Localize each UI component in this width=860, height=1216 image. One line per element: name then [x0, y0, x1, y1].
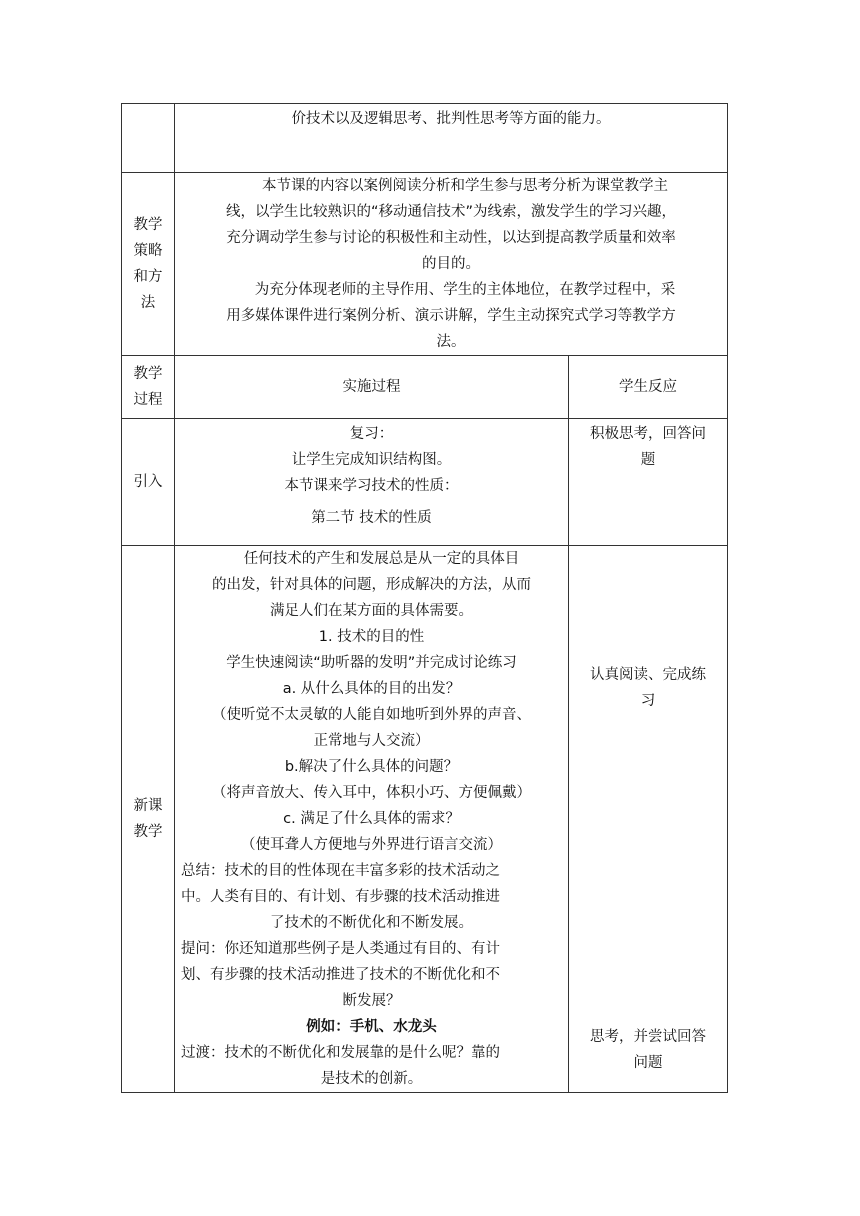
- text-line: 为充分体现老师的主导作用、学生的主体地位，在教学过程中，采: [254, 282, 676, 298]
- text-line: 法。: [436, 334, 466, 350]
- label-line: 过程: [133, 392, 163, 408]
- text-line: 认真阅读、完成练: [590, 667, 706, 683]
- text-line: 充分调动学生参与讨论的积极性和主动性，以达到提高教学质量和效率: [226, 230, 676, 246]
- label-line: 教学: [133, 217, 163, 233]
- table-row: [122, 104, 728, 173]
- text-line: （使听觉不太灵敏的人能自如地听到外界的声音、: [212, 707, 531, 723]
- label-line: 和方: [133, 269, 163, 285]
- text-line: c. 满足了什么具体的需求？: [283, 811, 460, 827]
- text-line: b.解决了什么具体的问题？: [284, 759, 459, 775]
- text-line: 用多媒体课件进行案例分析、演示讲解，学生主动探究式学习等教学方: [226, 308, 676, 324]
- text-line: 习: [640, 693, 656, 709]
- column-header-process: 实施过程: [175, 356, 569, 419]
- table-row: [122, 546, 728, 1093]
- label-line: 策略: [133, 243, 163, 259]
- text-line: 本节课来学习技术的性质：: [284, 478, 459, 494]
- text-line: （使耳聋人方便地与外界进行语言交流）: [241, 837, 502, 853]
- text-line: 学生快速阅读“助听器的发明”并完成讨论练习: [226, 655, 517, 671]
- text-line: a. 从什么具体的目的出发？: [282, 681, 461, 697]
- label-line: 教学: [133, 824, 163, 840]
- text-line: 任何技术的产生和发展总是从一定的具体目: [243, 551, 520, 567]
- row-label-strategy: [122, 173, 175, 356]
- label-line: 教学: [133, 366, 163, 382]
- text-line: 满足人们在某方面的具体需要。: [270, 603, 473, 619]
- label-line: 法: [140, 295, 156, 311]
- row-label: [122, 104, 175, 173]
- row-label-intro: 引入: [122, 419, 175, 546]
- text-line: 中。人类有目的、有计划、有步骤的技术活动推进: [181, 889, 500, 905]
- text-line: 让学生完成知识结构图。: [291, 452, 452, 468]
- text-line: 提问：你还知道那些例子是人类通过有目的、有计: [181, 941, 500, 957]
- text-line: 划、有步骤的技术活动推进了技术的不断优化和不: [181, 967, 500, 983]
- text-line: 思考，并尝试回答: [590, 1029, 706, 1045]
- table-row: [122, 356, 728, 419]
- intro-content: [175, 419, 569, 546]
- label-line: 新课: [133, 798, 163, 814]
- text-line: 的目的。: [422, 256, 480, 272]
- text-line: 线，以学生比较熟识的“移动通信技术”为线索，激发学生的学习兴趣，: [225, 204, 677, 220]
- text-line: （将声音放大、传入耳中，体积小巧、方便佩戴）: [212, 785, 531, 801]
- row-label-process: [122, 356, 175, 419]
- text-line: 问题: [633, 1055, 663, 1071]
- text-line: 的出发，针对具体的问题，形成解决的方法，从而: [212, 577, 531, 593]
- strategy-content: [175, 173, 728, 356]
- text-line: 过渡：技术的不断优化和发展靠的是什么呢？靠的: [181, 1045, 500, 1061]
- new-lesson-content: [175, 546, 569, 1093]
- text-line: 题: [640, 452, 656, 468]
- text-line: 了技术的不断优化和不断发展。: [270, 915, 473, 931]
- text-line: 第二节 技术的性质: [311, 510, 432, 526]
- row-label-new-lesson: [122, 546, 175, 1093]
- table-row: [122, 173, 728, 356]
- text-line: 1. 技术的目的性: [318, 629, 425, 645]
- text-line: 积极思考，回答问: [590, 426, 706, 442]
- text-line: 例如：手机、水龙头: [306, 1019, 437, 1035]
- ability-continuation: [175, 104, 728, 173]
- text-line: 是技术的创新。: [320, 1071, 423, 1087]
- table-row: [122, 419, 728, 546]
- text-line: 价技术以及逻辑思考、批判性思考等方面的能力。: [291, 111, 611, 127]
- lesson-plan-table: [121, 103, 728, 1093]
- text-line: 总结：技术的目的性体现在丰富多彩的技术活动之: [181, 863, 500, 879]
- text-line: 本节课的内容以案例阅读分析和学生参与思考分析为课堂教学主: [262, 178, 668, 194]
- new-lesson-reaction: [569, 546, 728, 1093]
- column-header-reaction: 学生反应: [569, 356, 728, 419]
- text-line: 复习：: [349, 426, 394, 442]
- text-line: 断发展？: [342, 993, 401, 1009]
- text-line: 正常地与人交流）: [313, 733, 430, 749]
- intro-reaction: [569, 419, 728, 546]
